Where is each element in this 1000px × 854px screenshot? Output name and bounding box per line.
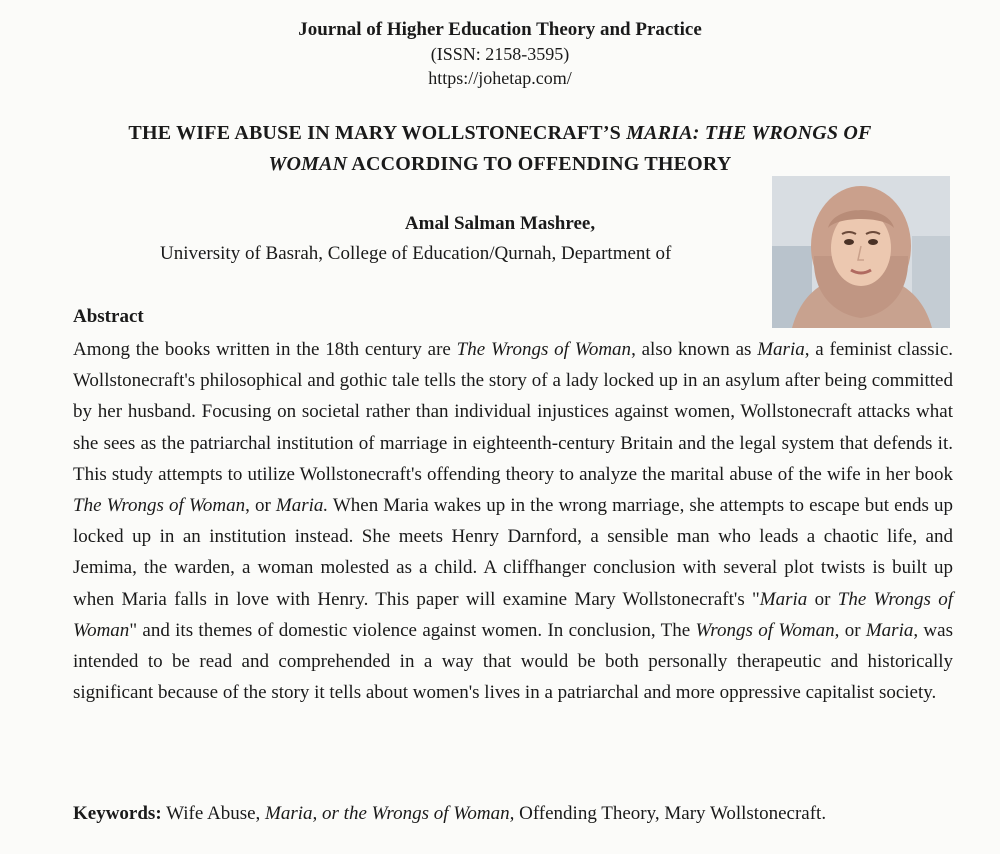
journal-url[interactable]: https://johetap.com/ xyxy=(428,68,572,88)
abstract-italic: Maria. xyxy=(275,495,329,517)
abstract-italic: Maria xyxy=(865,619,914,641)
keyword-text: Offending Theory, Mary Wollstonecraft. xyxy=(514,803,827,824)
abstract-text: or xyxy=(807,588,838,610)
abstract-text: , a feminist classic. Wollstonecraft's philosophical and gothic tale tells the story of a lady locked up in an asylum after being committed by her husband. Focusing on societal rather than individual injustices against women, Wollstonecraft attacks what she sees as the patriarchal institution of marriage in eighteenth-century Britain and the legal system that defends it. This study attempts to utilize Wollstonecraft's offending theory to analyze the marital abuse of the wife in her book xyxy=(73,339,954,485)
journal-header xyxy=(0,18,1000,90)
title-italic-2: WOMAN xyxy=(268,153,348,175)
abstract-text: , or xyxy=(834,619,866,641)
title-italic-1: MARIA: THE WRONGS OF xyxy=(626,122,872,144)
abstract-italic: Maria xyxy=(757,339,805,360)
journal-name: Journal of Higher Education Theory and Practice xyxy=(298,19,702,40)
abstract-body xyxy=(73,334,953,708)
keyword-italic: Maria, or the Wrongs of Woman, xyxy=(265,803,515,824)
author-name: Amal Salman Mashree, xyxy=(404,213,596,234)
abstract-text: , also known as xyxy=(631,339,758,360)
title-text-1: THE WIFE ABUSE IN MARY WOLLSTONECRAFT’S xyxy=(128,122,627,144)
abstract-text: , or xyxy=(245,495,276,517)
abstract-text: Among the books written in the 18th century are xyxy=(73,339,457,360)
abstract-text: " and its themes of domestic violence against women. In conclusion, The xyxy=(129,619,696,641)
keywords-label: Keywords: xyxy=(73,803,162,824)
author-affiliation: University of Basrah, College of Education/Qurnah, Department of xyxy=(160,243,672,264)
author-portrait-image xyxy=(772,176,950,328)
paper-title xyxy=(60,118,940,180)
abstract-text: , was intended to be read and comprehended in a way that would be both personally therapeutic and historically significant because of the story it tells about women's lives in a patriarchal and more oppressive capitalist society. xyxy=(73,619,953,704)
keyword-text: Wife Abuse, xyxy=(161,803,266,824)
author-photo xyxy=(772,176,950,328)
abstract-heading: Abstract xyxy=(73,306,144,327)
abstract-text: When Maria wakes up in the wrong marriage, she attempts to escape but ends up locked up in an institution instead. She meets Henry Darnford, a sensible man who leads a chaotic life, and Jemima, the warden, a woman molested as a child. A cliffhanger conclusion with several plot twists is built up when Maria falls in love with Henry. This paper will examine Mary Wollstonecraft's " xyxy=(73,495,954,610)
journal-issn: (ISSN: 2158-3595) xyxy=(430,44,570,64)
keywords xyxy=(73,800,953,828)
title-text-2: ACCORDING TO OFFENDING THEORY xyxy=(347,153,732,175)
abstract-italic: The Wrongs of Woman xyxy=(73,588,954,641)
abstract-italic: The Wrongs of Woman xyxy=(73,495,246,517)
abstract-italic: Wrongs of Woman xyxy=(695,619,835,641)
abstract-italic: The Wrongs of Woman xyxy=(456,339,632,360)
abstract-italic: Maria xyxy=(759,588,808,610)
